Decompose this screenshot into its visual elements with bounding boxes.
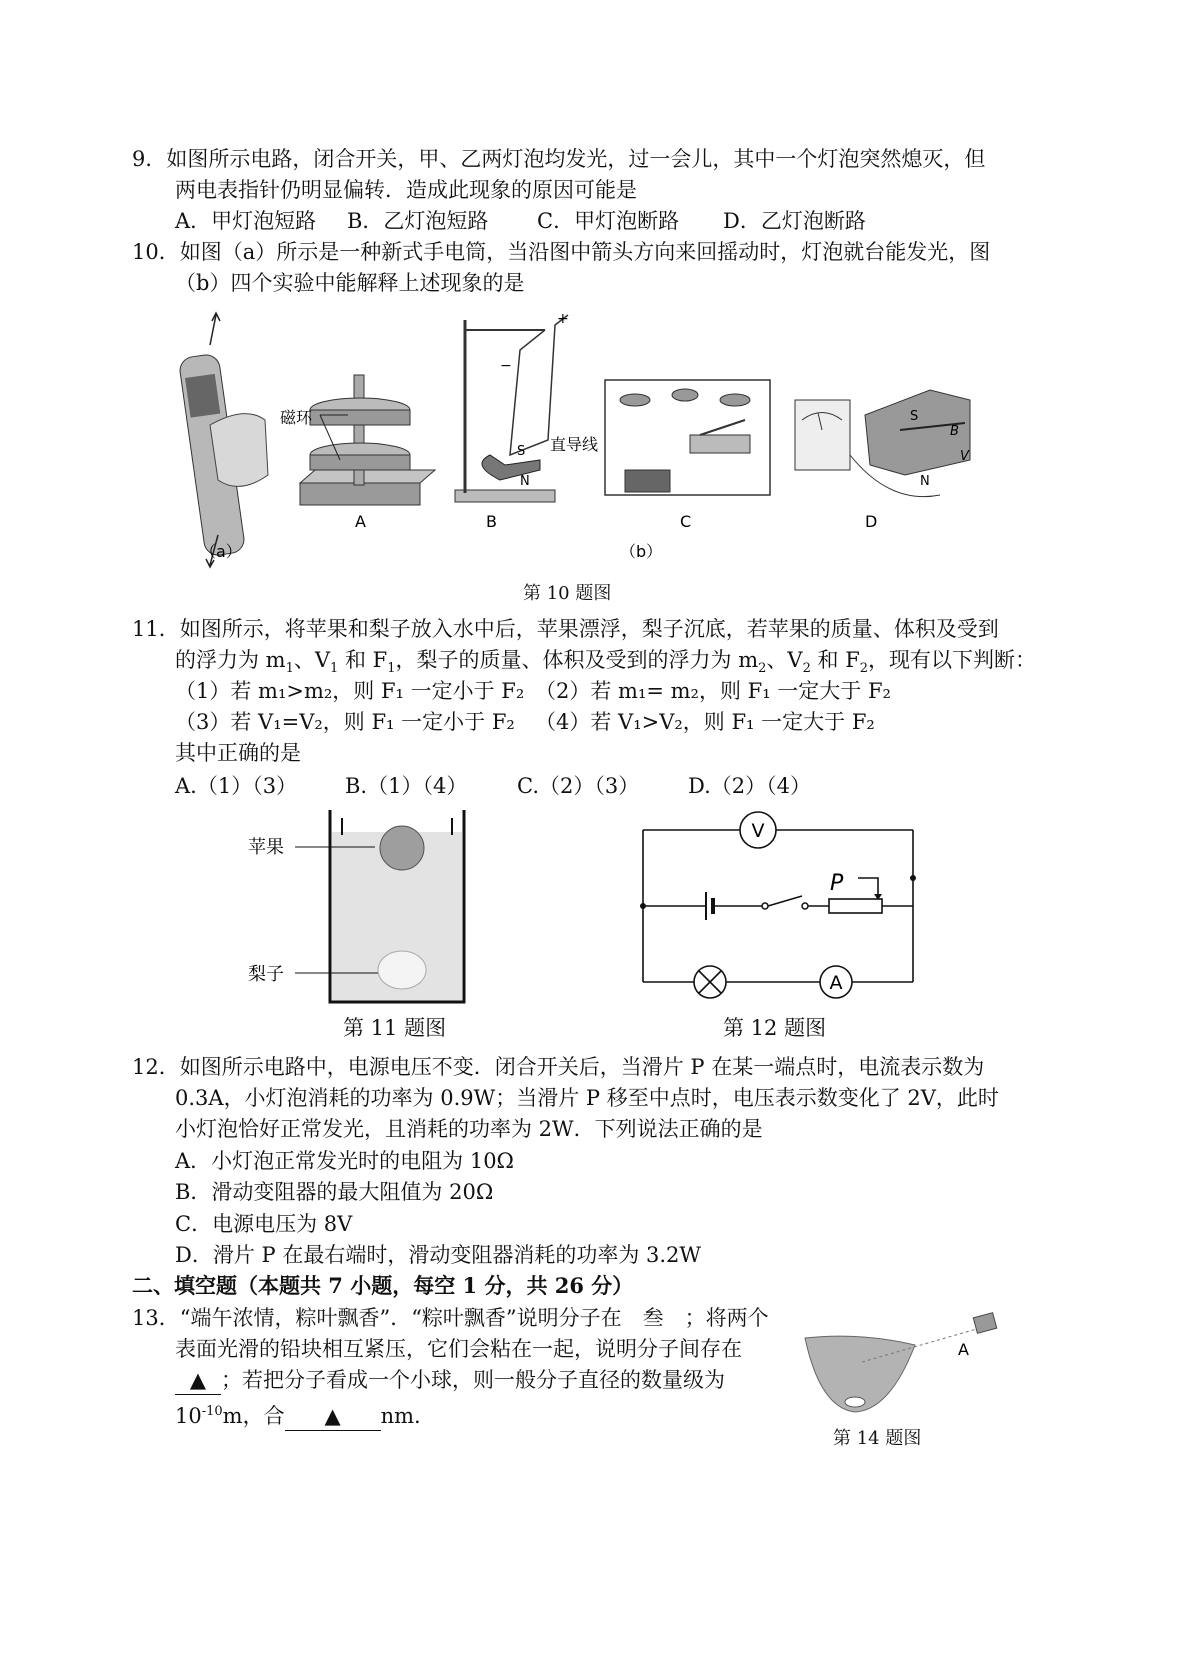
q13-line1: 13．“端午浓情，粽叶飘香”．“粽叶飘香”说明分子在 叁 ；将两个 bbox=[132, 1306, 769, 1330]
q12-option-d: D．滑片 P 在最右端时，滑动变阻器消耗的功率为 3.2W bbox=[175, 1243, 701, 1267]
q10-caption: 第 10 题图 bbox=[523, 583, 612, 604]
q11-judgment-2: （2）若 m₁= m₂，则 F₁ 一定大于 F₂ bbox=[535, 679, 891, 703]
q12-line2: 0.3A，小灯泡消耗的功率为 0.9W；当滑片 P 移至中点时，电压表示数变化了 2V，此时 bbox=[175, 1086, 999, 1110]
q12-option-a: A．小灯泡正常发光时的电阻为 10Ω bbox=[175, 1149, 514, 1173]
magnet-s-label: S bbox=[517, 444, 526, 459]
sub-label-d: D bbox=[865, 512, 878, 531]
flashlight-hand-image bbox=[178, 313, 268, 567]
group-label-b: （b） bbox=[620, 542, 663, 561]
q12-line1: 12．如图所示电路中，电源电压不变．闭合开关后，当滑片 P 在某一端点时，电流表示数为 bbox=[132, 1055, 985, 1079]
q10-line2: （b）四个实验中能解释上述现象的是 bbox=[175, 271, 525, 295]
galvanometer-magnet-image bbox=[795, 390, 970, 497]
q9-option-b: B．乙灯泡短路 bbox=[347, 209, 489, 233]
section-2-heading: 二、填空题（本题共 7 小题，每空 1 分，共 26 分） bbox=[132, 1273, 634, 1298]
q13-line4: $10^{-10}m$，合 ▲ nm. bbox=[175, 1398, 421, 1431]
q12-circuit-figure bbox=[630, 810, 930, 1010]
q12-option-b: B．滑动变阻器的最大阻值为 20Ω bbox=[175, 1180, 494, 1204]
q14-caption: 第 14 题图 bbox=[833, 1428, 922, 1449]
q13-blank-3: ▲ bbox=[285, 1402, 381, 1431]
q11-judgment-3: （3）若 V₁=V₂，则 F₁ 一定小于 F₂ bbox=[175, 710, 515, 734]
sub-label-b: B bbox=[486, 512, 497, 531]
q14-bowl-figure bbox=[800, 1300, 1010, 1420]
q9-option-c: C．甲灯泡断路 bbox=[537, 209, 680, 233]
q11-line2: 的浮力为 $m_1$、$V_1$ 和 $F_1$，梨子的质量、体积及受到的浮力为 $m_2$、$V_2$ 和 $F_2$，现有以下判断： bbox=[175, 648, 1037, 677]
q11-option-b: B.（1）（4） bbox=[345, 774, 468, 798]
d-s-label: S bbox=[910, 409, 919, 424]
apple-shape bbox=[380, 826, 424, 870]
wire-magnet-image bbox=[455, 311, 598, 502]
d-b-label: B bbox=[950, 424, 959, 439]
minus-label: − bbox=[500, 358, 512, 374]
q11-option-a: A.（1）（3） bbox=[175, 774, 298, 798]
q10-line1: 10．如图（a）所示是一种新式手电筒，当沿图中箭头方向来回摇动时，灯泡就台能发光，图 bbox=[132, 240, 991, 264]
q11-option-d: D.（2）（4） bbox=[688, 774, 811, 798]
d-v-label: V bbox=[960, 449, 969, 464]
q11-caption: 第 11 题图 bbox=[343, 1016, 447, 1040]
q12-line3: 小灯泡恰好正常发光，且消耗的功率为 2W．下列说法正确的是 bbox=[175, 1117, 763, 1141]
magnet-ring-label: 磁环 bbox=[280, 408, 313, 427]
q12-caption: 第 12 题图 bbox=[723, 1016, 827, 1040]
slider-p-label: P bbox=[830, 871, 844, 896]
q14-point-a-label: A bbox=[958, 1340, 969, 1359]
q11-correct-line: 其中正确的是 bbox=[175, 741, 301, 765]
q11-line1: 11．如图所示，将苹果和梨子放入水中后，苹果漂浮，梨子沉底，若苹果的质量、体积及受到 bbox=[132, 617, 999, 641]
pear-shape bbox=[378, 951, 426, 989]
electromagnet-circuit-image bbox=[605, 380, 770, 495]
q9-line1: 9．如图所示电路，闭合开关，甲、乙两灯泡均发光，过一会儿，其中一个灯泡突然熄灭，但 bbox=[132, 147, 986, 171]
q10-figure bbox=[170, 305, 1010, 575]
magnet-n-label: N bbox=[520, 474, 530, 489]
q11-beaker-figure bbox=[240, 810, 480, 1010]
d-n-label: N bbox=[920, 474, 930, 489]
rheostat-symbol bbox=[829, 899, 882, 913]
ammeter-label: A bbox=[829, 972, 843, 994]
q13-line3: ▲ ；若把分子看成一个小球，则一般分子直径的数量级为 bbox=[175, 1366, 725, 1395]
q12-option-c: C．电源电压为 8V bbox=[175, 1212, 353, 1236]
sub-label-c: C bbox=[680, 512, 692, 531]
sub-label-a: A bbox=[355, 512, 366, 531]
plus-label: + bbox=[557, 311, 569, 327]
q13-blank-2: ▲ bbox=[175, 1366, 221, 1395]
voltmeter-label: V bbox=[751, 820, 765, 842]
q9-option-d: D．乙灯泡断路 bbox=[723, 209, 866, 233]
q9-option-a: A．甲灯泡短路 bbox=[175, 209, 317, 233]
pear-label: 梨子 bbox=[248, 964, 284, 985]
q11-option-c: C.（2）（3） bbox=[517, 774, 640, 798]
q9-line2: 两电表指针仍明显偏转．造成此现象的原因可能是 bbox=[175, 178, 637, 202]
q13-line2: 表面光滑的铅块相互紧压，它们会粘在一起，说明分子间存在 bbox=[175, 1337, 742, 1361]
q11-judgment-1: （1）若 m₁>m₂，则 F₁ 一定小于 F₂ bbox=[175, 679, 525, 703]
apple-label: 苹果 bbox=[248, 837, 284, 858]
q11-judgment-4: （4）若 V₁>V₂，则 F₁ 一定大于 F₂ bbox=[535, 710, 875, 734]
straight-wire-label: 直导线 bbox=[550, 435, 599, 454]
magnet-rings-image bbox=[280, 375, 435, 505]
group-label-a: （a） bbox=[200, 542, 242, 561]
